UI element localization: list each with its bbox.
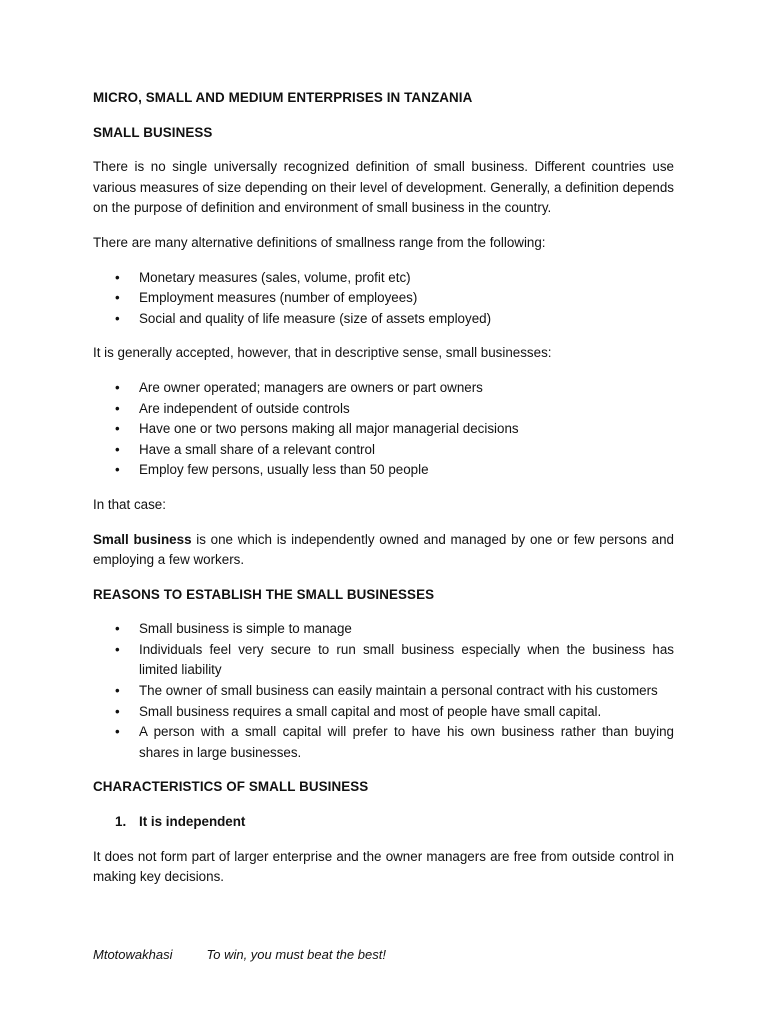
list-item-text: A person with a small capital will prefer to have his own business rather than buying shares in large businesses. xyxy=(139,724,674,760)
list-item xyxy=(93,640,674,681)
footer-slogan: To win, you must beat the best! xyxy=(206,947,386,962)
section-heading-small-business: SMALL BUSINESS xyxy=(93,124,213,140)
definition-term: Small business xyxy=(93,531,192,547)
list-item-text: Employ few persons, usually less than 50 people xyxy=(139,462,429,478)
list-item xyxy=(93,288,674,309)
bullet-icon: • xyxy=(115,421,120,437)
list-item xyxy=(93,722,674,763)
bullet-icon: • xyxy=(115,290,120,306)
list-item-text: Monetary measures (sales, volume, profit etc) xyxy=(139,269,411,285)
section-heading-reasons: REASONS TO ESTABLISH THE SMALL BUSINESSES xyxy=(93,586,435,602)
list-item-text: Have one or two persons making all major managerial decisions xyxy=(139,421,519,437)
list-number: 1. xyxy=(115,814,127,830)
list-item-text: Are owner operated; managers are owners or part owners xyxy=(139,379,483,395)
list-item xyxy=(93,812,674,833)
list-item xyxy=(93,268,674,289)
bullet-icon: • xyxy=(115,269,120,285)
document-title: MICRO, SMALL AND MEDIUM ENTERPRISES IN TANZANIA xyxy=(93,90,473,105)
paragraph-accepted: It is generally accepted, however, that in descriptive sense, small businesses: xyxy=(93,345,552,361)
list-item xyxy=(93,419,674,440)
list-item xyxy=(93,440,674,461)
paragraph-independent: It does not form part of larger enterprise and the owner managers are free from outside control in making key decisions. xyxy=(93,848,674,885)
paragraph-in-that-case: In that case: xyxy=(93,496,166,512)
list-item-text: It is independent xyxy=(139,814,246,830)
list-item-text: Have a small share of a relevant control xyxy=(139,441,375,457)
list-item xyxy=(93,681,674,702)
definition-text: is one which is independently owned and managed by one or few persons and employing a few workers. xyxy=(93,531,674,568)
list-item-text: Small business requires a small capital and most of people have small capital. xyxy=(139,703,602,719)
bullet-icon: • xyxy=(115,621,120,637)
list-item xyxy=(93,399,674,420)
section-heading-characteristics: CHARACTERISTICS OF SMALL BUSINESS xyxy=(93,779,369,795)
bullet-icon: • xyxy=(115,462,120,478)
list-item xyxy=(93,378,674,399)
bullet-icon: • xyxy=(115,683,120,699)
descriptive-list xyxy=(93,378,674,481)
list-item-text: Individuals feel very secure to run small business especially when the business has limited liability xyxy=(139,641,674,678)
bullet-icon: • xyxy=(115,724,120,740)
bullet-icon: • xyxy=(115,441,120,457)
reasons-list xyxy=(93,619,674,763)
paragraph-alternatives: There are many alternative definitions of smallness range from the following: xyxy=(93,234,546,250)
bullet-icon: • xyxy=(115,379,120,395)
measures-list xyxy=(93,268,674,330)
list-item-text: Employment measures (number of employees) xyxy=(139,290,418,306)
bullet-icon: • xyxy=(115,400,120,416)
list-item-text: Social and quality of life measure (size of assets employed) xyxy=(139,310,492,326)
bullet-icon: • xyxy=(115,641,120,657)
document-body xyxy=(93,88,674,902)
list-item-text: Are independent of outside controls xyxy=(139,400,350,416)
list-item xyxy=(93,702,674,723)
bullet-icon: • xyxy=(115,703,120,719)
list-item xyxy=(93,309,674,330)
footer-author: Mtotowakhasi xyxy=(93,947,173,962)
list-item-text: The owner of small business can easily maintain a personal contract with his customers xyxy=(139,683,658,699)
page-footer xyxy=(93,947,386,962)
list-item xyxy=(93,619,674,640)
paragraph-small-business-definition xyxy=(93,530,674,571)
list-item-text: Small business is simple to manage xyxy=(139,621,352,637)
paragraph-definition: There is no single universally recognized definition of small business. Different countries use various measures of size depending on their level of development. Generally, a definition depends on the purpose of definition and environment of small business in the country. xyxy=(93,159,674,216)
list-item xyxy=(93,460,674,481)
bullet-icon: • xyxy=(115,310,120,326)
characteristics-list xyxy=(93,812,674,833)
